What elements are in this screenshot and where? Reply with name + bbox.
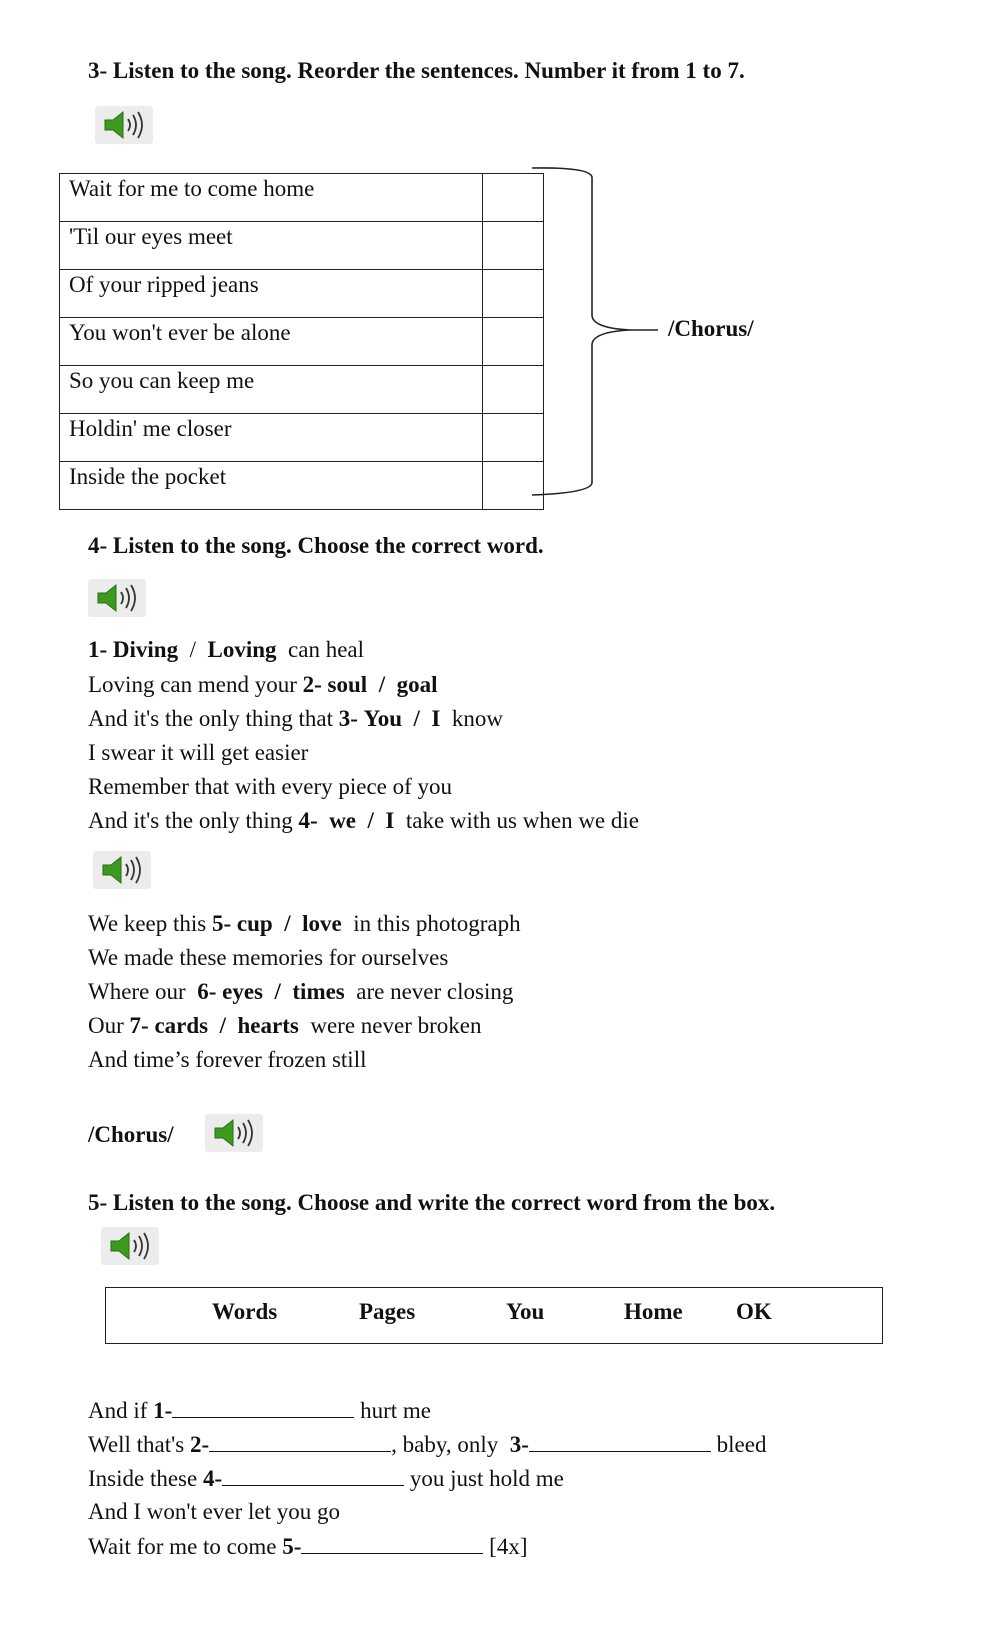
word-choice[interactable]: You (363, 706, 403, 731)
lyric-text: Our (88, 1013, 124, 1038)
sentence-cell: 'Til our eyes meet (60, 222, 483, 270)
answer-blank[interactable] (209, 1431, 391, 1452)
fill-line (88, 1397, 431, 1424)
table-row (60, 318, 544, 366)
word-box (105, 1287, 883, 1344)
answer-blank[interactable] (222, 1465, 404, 1486)
item-number: 2- (302, 672, 322, 697)
lyric-text: We keep this (88, 911, 207, 936)
word-choice[interactable]: love (302, 911, 342, 936)
word-choice[interactable]: cards (154, 1013, 209, 1038)
lyric-text: know (451, 706, 503, 731)
word-choice[interactable]: hearts (237, 1013, 299, 1038)
fill-line: And I won't ever let you go (88, 1499, 340, 1524)
sentence-cell: Holdin' me closer (60, 414, 483, 462)
lyric-line (88, 706, 503, 732)
exercise-5-heading: 5- Listen to the song. Choose and write the correct word from the box. (88, 1190, 776, 1215)
choice-separator: / (274, 979, 281, 1004)
chorus-label: /Chorus/ (88, 1122, 174, 1147)
exercise-3-heading: 3- Listen to the song. Reorder the sentences. Number it from 1 to 7. (88, 58, 745, 83)
lyric-text: can heal (288, 637, 365, 662)
word-choice[interactable]: I (385, 808, 395, 833)
lyric-line: Remember that with every piece of you (88, 774, 453, 799)
lyric-text: , baby, only (391, 1432, 499, 1457)
word-option: You (506, 1299, 545, 1324)
item-number: 4- (202, 1466, 223, 1491)
lyric-text: in this photograph (353, 911, 521, 936)
reorder-table (59, 173, 544, 510)
choice-separator: / (367, 808, 374, 833)
word-choice[interactable]: cup (236, 911, 273, 936)
fill-line (88, 1431, 766, 1458)
choice-separator: / (189, 637, 196, 662)
table-row (60, 270, 544, 318)
lyric-text: And it's the only thing that (88, 706, 333, 731)
choice-separator: / (219, 1013, 227, 1038)
word-option: Home (624, 1299, 683, 1324)
item-number: 5- (282, 1534, 302, 1559)
word-choice[interactable]: soul (327, 672, 368, 697)
word-choice[interactable]: eyes (222, 979, 263, 1004)
word-choice[interactable]: goal (396, 672, 438, 697)
word-choice[interactable]: Loving (207, 637, 277, 662)
sentence-cell: Of your ripped jeans (60, 270, 483, 318)
item-number: 7- (129, 1013, 149, 1038)
speaker-icon[interactable] (101, 1227, 159, 1265)
item-number: 3- (509, 1432, 529, 1457)
lyric-text: bleed (716, 1432, 767, 1457)
speaker-icon[interactable] (95, 106, 153, 144)
table-row (60, 174, 544, 222)
lyric-text: hurt me (360, 1398, 431, 1423)
choice-separator: / (413, 706, 420, 731)
word-option: Words (212, 1299, 278, 1324)
sentence-cell: Inside the pocket (60, 462, 483, 510)
item-number: 5- (211, 911, 232, 936)
lyric-text: Where our (88, 979, 186, 1004)
word-choice[interactable]: I (431, 706, 441, 731)
item-number: 4- (298, 808, 318, 833)
word-option: OK (736, 1299, 772, 1324)
lyric-line (88, 637, 364, 663)
table-row (60, 462, 544, 510)
lyric-text: Inside these (88, 1466, 198, 1491)
table-row (60, 414, 544, 462)
speaker-icon[interactable] (88, 579, 146, 617)
lyric-text: take with us when we die (405, 808, 639, 833)
lyric-line: And time’s forever frozen still (88, 1047, 367, 1072)
item-number: 6- (197, 979, 217, 1004)
answer-blank[interactable] (172, 1397, 354, 1418)
lyric-text: [4x] (489, 1534, 528, 1559)
sentence-cell: Wait for me to come home (60, 174, 483, 222)
lyric-text: are never closing (356, 979, 514, 1004)
lyric-line: I swear it will get easier (88, 740, 309, 765)
answer-blank[interactable] (301, 1533, 483, 1554)
lyric-line (88, 979, 513, 1005)
item-number: 1- (88, 637, 108, 662)
word-option: Pages (359, 1299, 416, 1324)
lyric-line (88, 1013, 481, 1039)
lyric-line (88, 672, 437, 698)
sentence-cell: So you can keep me (60, 366, 483, 414)
speaker-icon[interactable] (93, 851, 151, 889)
word-choice[interactable]: times (292, 979, 345, 1004)
item-number: 3- (338, 706, 358, 731)
lyric-text: were never broken (310, 1013, 482, 1038)
table-row (60, 366, 544, 414)
lyric-text: And it's the only thing (88, 808, 293, 833)
lyric-text: Well that's (88, 1432, 185, 1457)
lyric-text: you just hold me (409, 1466, 564, 1491)
table-row (60, 222, 544, 270)
lyric-line (88, 808, 639, 834)
word-choice[interactable]: we (329, 808, 357, 833)
fill-line (88, 1465, 564, 1492)
lyric-text: Wait for me to come (88, 1534, 277, 1559)
item-number: 1- (153, 1398, 173, 1423)
speaker-icon[interactable] (205, 1114, 263, 1152)
lyric-text: Loving can mend your (88, 672, 297, 697)
curly-brace (530, 165, 660, 505)
word-choice[interactable]: Diving (112, 637, 179, 662)
lyric-text: And if (88, 1398, 148, 1423)
choice-separator: / (284, 911, 291, 936)
choice-separator: / (378, 672, 386, 697)
chorus-label: /Chorus/ (668, 316, 754, 341)
item-number: 2- (189, 1432, 210, 1457)
sentence-cell: You won't ever be alone (60, 318, 483, 366)
exercise-4-heading: 4- Listen to the song. Choose the correct word. (88, 533, 544, 558)
lyric-line: We made these memories for ourselves (88, 945, 449, 970)
lyric-line (88, 911, 521, 937)
answer-blank[interactable] (529, 1431, 711, 1452)
fill-line (88, 1533, 527, 1560)
